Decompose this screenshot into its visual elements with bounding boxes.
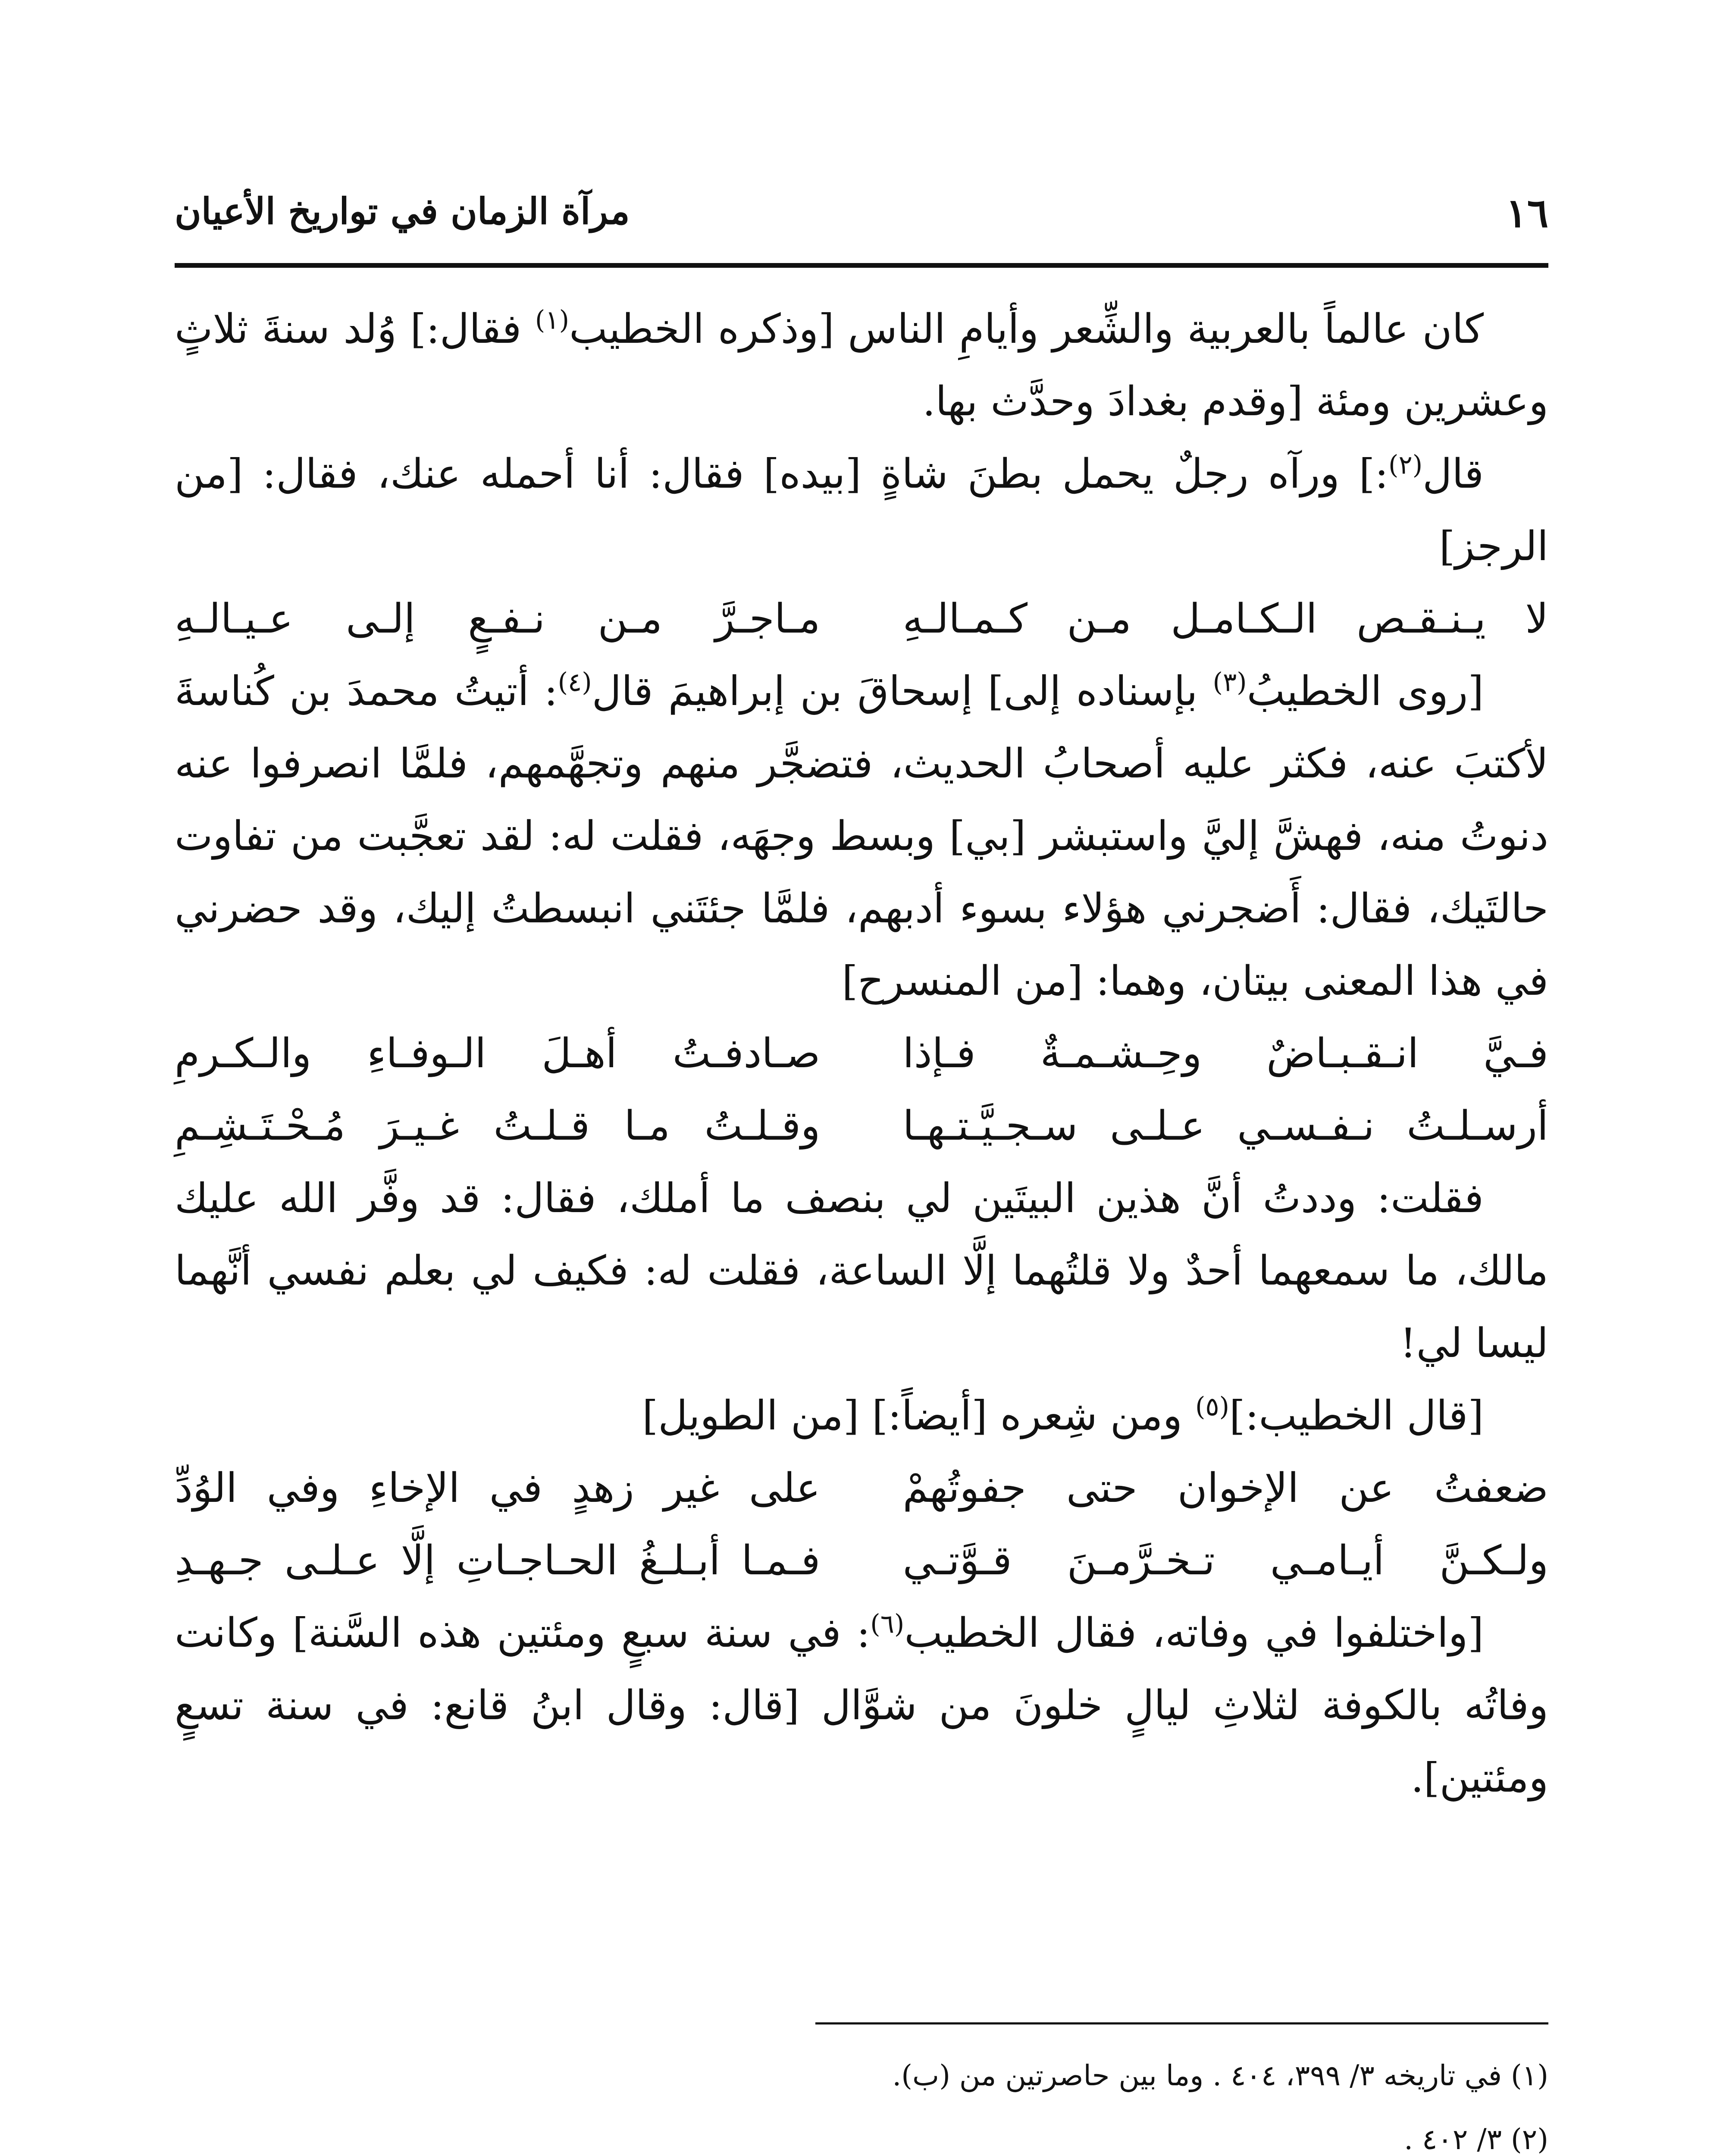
- verse-second-hemistich: فـمـا أبـلـغُ الحـاجـاتِ إلَّا عـلـى جـهـدِ: [175, 1537, 821, 1584]
- header-rule: [175, 263, 1548, 268]
- verse-line: [175, 1018, 1548, 1090]
- text-run: : أتيتُ محمدَ بن كُناسةَ لأكتبَ عنه، فكثر عليه أصحابُ الحديث، فتضجَّر منهم وتجهَّمهم، فلمَّا انصرفوا عنه دنوتُ منه، فهشَّ إليَّ واستبشر [بي] وبسط وجهَه، فقلت له: لقد تعجَّبت من تفاوت حالتَيك، فقال: أَضجرني هؤلاء بسوء أدبهم، فلمَّا جئتَني انبسطتُ إليك، وقد حضرني في هذا المعنى بيتان، وهما: [من المنسرح]: [175, 668, 1548, 1005]
- paragraph: فقلت: وددتُ أنَّ هذين البيتَين لي بنصف ما أملك، فقال: قد وفَّر الله عليك مالك، ما سمعهما أحدٌ ولا قلتُهما إلَّا الساعة، فقلت له: فكيف لي بعلم نفسي أنَّهما ليسا لي!: [175, 1175, 1548, 1367]
- text-run: :] ورآه رجلٌ يحمل بطنَ شاةٍ [بيده] فقال: أنا أحمله عنك، فقال: [من الرجز]: [175, 451, 1548, 570]
- verse-line: [175, 1452, 1548, 1525]
- running-title: مرآة الزمان في تواريخ الأعيان: [175, 190, 630, 232]
- footnote-ref: (١): [535, 305, 569, 335]
- text-run: [روى الخطيبُ: [1247, 668, 1484, 715]
- footnote-ref: (٤): [558, 667, 592, 698]
- verse-line: [175, 1525, 1548, 1597]
- text-run: ومن شِعره [أيضاً:] [من الطويل]: [642, 1392, 1195, 1439]
- text-run: [واختلفوا في وفاته، فقال الخطيب: [904, 1610, 1484, 1657]
- page-header: [175, 181, 1548, 267]
- paragraph: [175, 655, 1548, 1018]
- page-number: ١٦: [1506, 190, 1548, 236]
- text-run: : في سنة سبعٍ ومئتين هذه السَّنة] وكانت وفاتُه بالكوفة لثلاثِ ليالٍ خلونَ من شوَّال [قال: وقال ابنُ قانع: في سنة تسعٍ ومئتين].: [175, 1610, 1548, 1802]
- footnote-ref: (٦): [870, 1609, 905, 1639]
- verse-first-hemistich: ولـكـنَّ أيـامـي تـخـرَّمـنَ قـوَّتـي: [902, 1537, 1548, 1584]
- verse-first-hemistich: ضعفتُ عن الإخوان حتى جفوتُهمْ: [902, 1465, 1548, 1512]
- verse-first-hemistich: أرسـلـتُ نـفـسـي عـلـى سـجـيَّـتـهـا: [902, 1103, 1548, 1150]
- paragraph: [175, 293, 1548, 438]
- text-run: كان عالماً بالعربية والشِّعر وأيامِ الناس [وذكره الخطيب: [569, 306, 1484, 353]
- footnote-separator: [815, 2022, 1548, 2024]
- verse-second-hemistich: مـاجـرَّ مـن نـفـعٍ إلـى عـيـالـهِ: [175, 595, 821, 642]
- footnote: (٢) ٣/ ٤٠٢ .: [1404, 2123, 1548, 2156]
- verse-second-hemistich: صـادفـتُ أهـلَ الـوفـاءِ والـكـرمِ: [175, 1030, 821, 1077]
- footnotes: [175, 2044, 1548, 2156]
- verse-first-hemistich: لا يـنـقـص الـكـامـل مـن كـمـالـهِ: [902, 595, 1548, 642]
- text-run: قال: [1422, 451, 1484, 498]
- footnote: (١) في تاريخه ٣/ ٣٩٩، ٤٠٤ . وما بين حاصرتين من (ب).: [892, 2059, 1548, 2092]
- paragraph: [175, 438, 1548, 583]
- footnote-ref: (٣): [1212, 667, 1247, 698]
- footnote-ref: (٢): [1388, 450, 1423, 480]
- verse-second-hemistich: على غير زهدٍ في الإخاءِ وفي الوُدِّ: [175, 1465, 821, 1512]
- verse-second-hemistich: وقـلـتُ مـا قـلـتُ غـيـرَ مُـحْـتَـشِـمِ: [175, 1103, 821, 1150]
- verse-line: [175, 1090, 1548, 1163]
- text-run: بإسناده إلى] إسحاقَ بن إبراهيمَ قال: [592, 668, 1213, 715]
- verse-first-hemistich: فـيَّ انـقـبـاضٌ وحِـشـمـةٌ فـإذا: [902, 1030, 1548, 1077]
- main-text: [175, 293, 1548, 1814]
- paragraph: [175, 1597, 1548, 1814]
- paragraph: [175, 1380, 1548, 1452]
- footnote-ref: (٥): [1195, 1391, 1230, 1422]
- verse-line: [175, 583, 1548, 655]
- text-run: [قال الخطيب:]: [1229, 1392, 1484, 1439]
- text-run: فقال:] وُلد سنةَ ثلاثٍ وعشرين ومئة [وقدم بغدادَ وحدَّث بها.: [175, 306, 1548, 425]
